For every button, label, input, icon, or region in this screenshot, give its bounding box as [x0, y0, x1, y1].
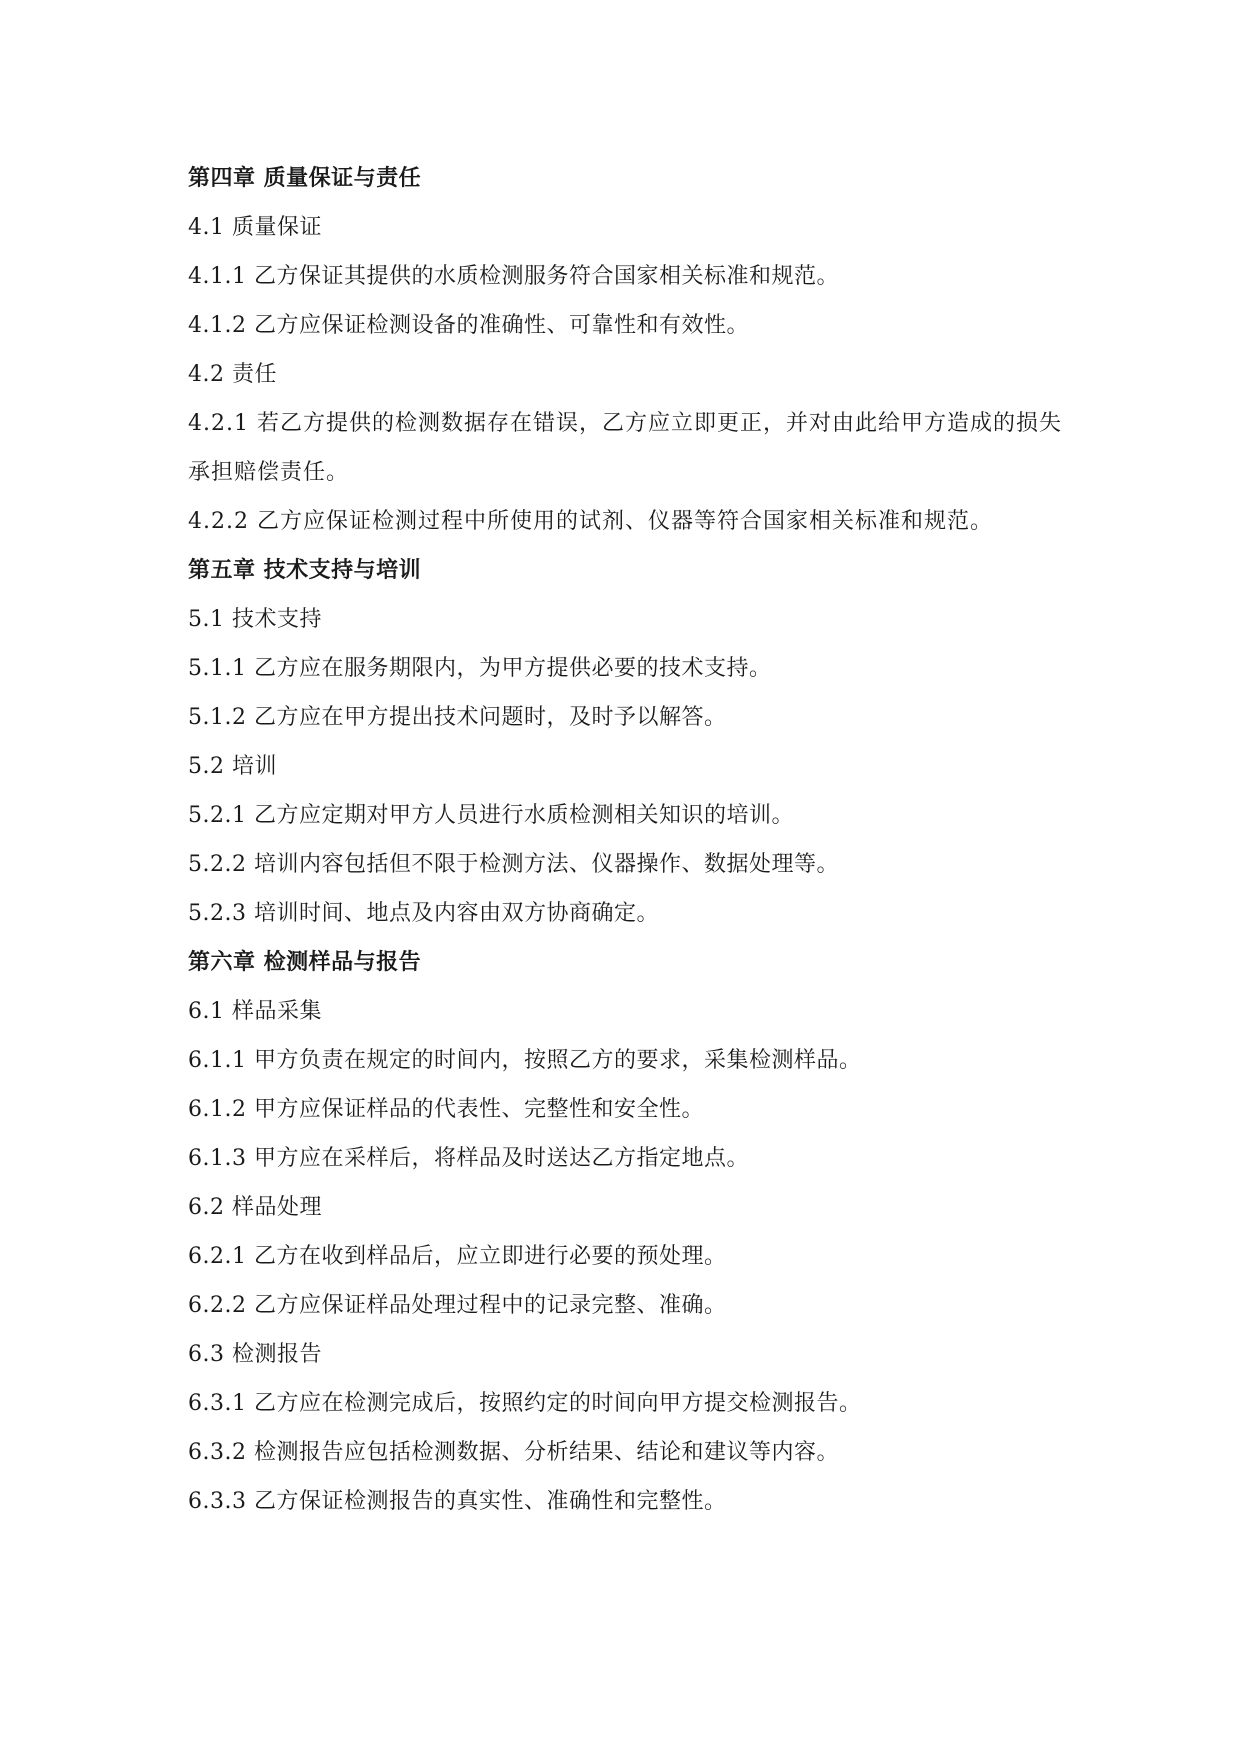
clause-5-1-1: 5.1.1 乙方应在服务期限内，为甲方提供必要的技术支持。: [188, 656, 772, 681]
clause-6-3-1: 6.3.1 乙方应在检测完成后，按照约定的时间向甲方提交检测报告。: [188, 1391, 862, 1416]
clause-6-2-1: 6.2.1 乙方在收到样品后，应立即进行必要的预处理。: [188, 1244, 727, 1269]
section-5-2: 5.2 培训: [188, 754, 277, 779]
chapter-4-heading: 第四章 质量保证与责任: [188, 166, 422, 191]
clause-5-2-3: 5.2.3 培训时间、地点及内容由双方协商确定。: [188, 901, 659, 926]
clause-6-1-2: 6.1.2 甲方应保证样品的代表性、完整性和安全性。: [188, 1097, 704, 1122]
clause-5-1-2: 5.1.2 乙方应在甲方提出技术问题时，及时予以解答。: [188, 705, 727, 730]
clause-4-1-1: 4.1.1 乙方保证其提供的水质检测服务符合国家相关标准和规范。: [188, 264, 839, 289]
section-6-2: 6.2 样品处理: [188, 1195, 322, 1220]
section-4-1: 4.1 质量保证: [188, 215, 322, 240]
section-4-2: 4.2 责任: [188, 362, 277, 387]
clause-6-3-3: 6.3.3 乙方保证检测报告的真实性、准确性和完整性。: [188, 1489, 727, 1514]
section-6-3: 6.3 检测报告: [188, 1342, 322, 1367]
clause-6-1-1: 6.1.1 甲方负责在规定的时间内，按照乙方的要求，采集检测样品。: [188, 1048, 862, 1073]
document-body: [188, 154, 1068, 1526]
clause-4-1-2: 4.1.2 乙方应保证检测设备的准确性、可靠性和有效性。: [188, 313, 749, 338]
section-5-1: 5.1 技术支持: [188, 607, 322, 632]
clause-6-1-3: 6.1.3 甲方应在采样后，将样品及时送达乙方指定地点。: [188, 1146, 749, 1171]
clause-5-2-2: 5.2.2 培训内容包括但不限于检测方法、仪器操作、数据处理等。: [188, 852, 839, 877]
clause-6-3-2: 6.3.2 检测报告应包括检测数据、分析结果、结论和建议等内容。: [188, 1440, 839, 1465]
clause-6-2-2: 6.2.2 乙方应保证样品处理过程中的记录完整、准确。: [188, 1293, 727, 1318]
chapter-5-heading: 第五章 技术支持与培训: [188, 558, 422, 583]
section-6-1: 6.1 样品采集: [188, 999, 322, 1024]
clause-4-2-1: 4.2.1 若乙方提供的检测数据存在错误，乙方应立即更正，并对由此给甲方造成的损失承担赔偿责任。: [188, 411, 1062, 485]
chapter-6-heading: 第六章 检测样品与报告: [188, 950, 422, 975]
clause-5-2-1: 5.2.1 乙方应定期对甲方人员进行水质检测相关知识的培训。: [188, 803, 794, 828]
clause-4-2-2: 4.2.2 乙方应保证检测过程中所使用的试剂、仪器等符合国家相关标准和规范。: [188, 509, 993, 534]
